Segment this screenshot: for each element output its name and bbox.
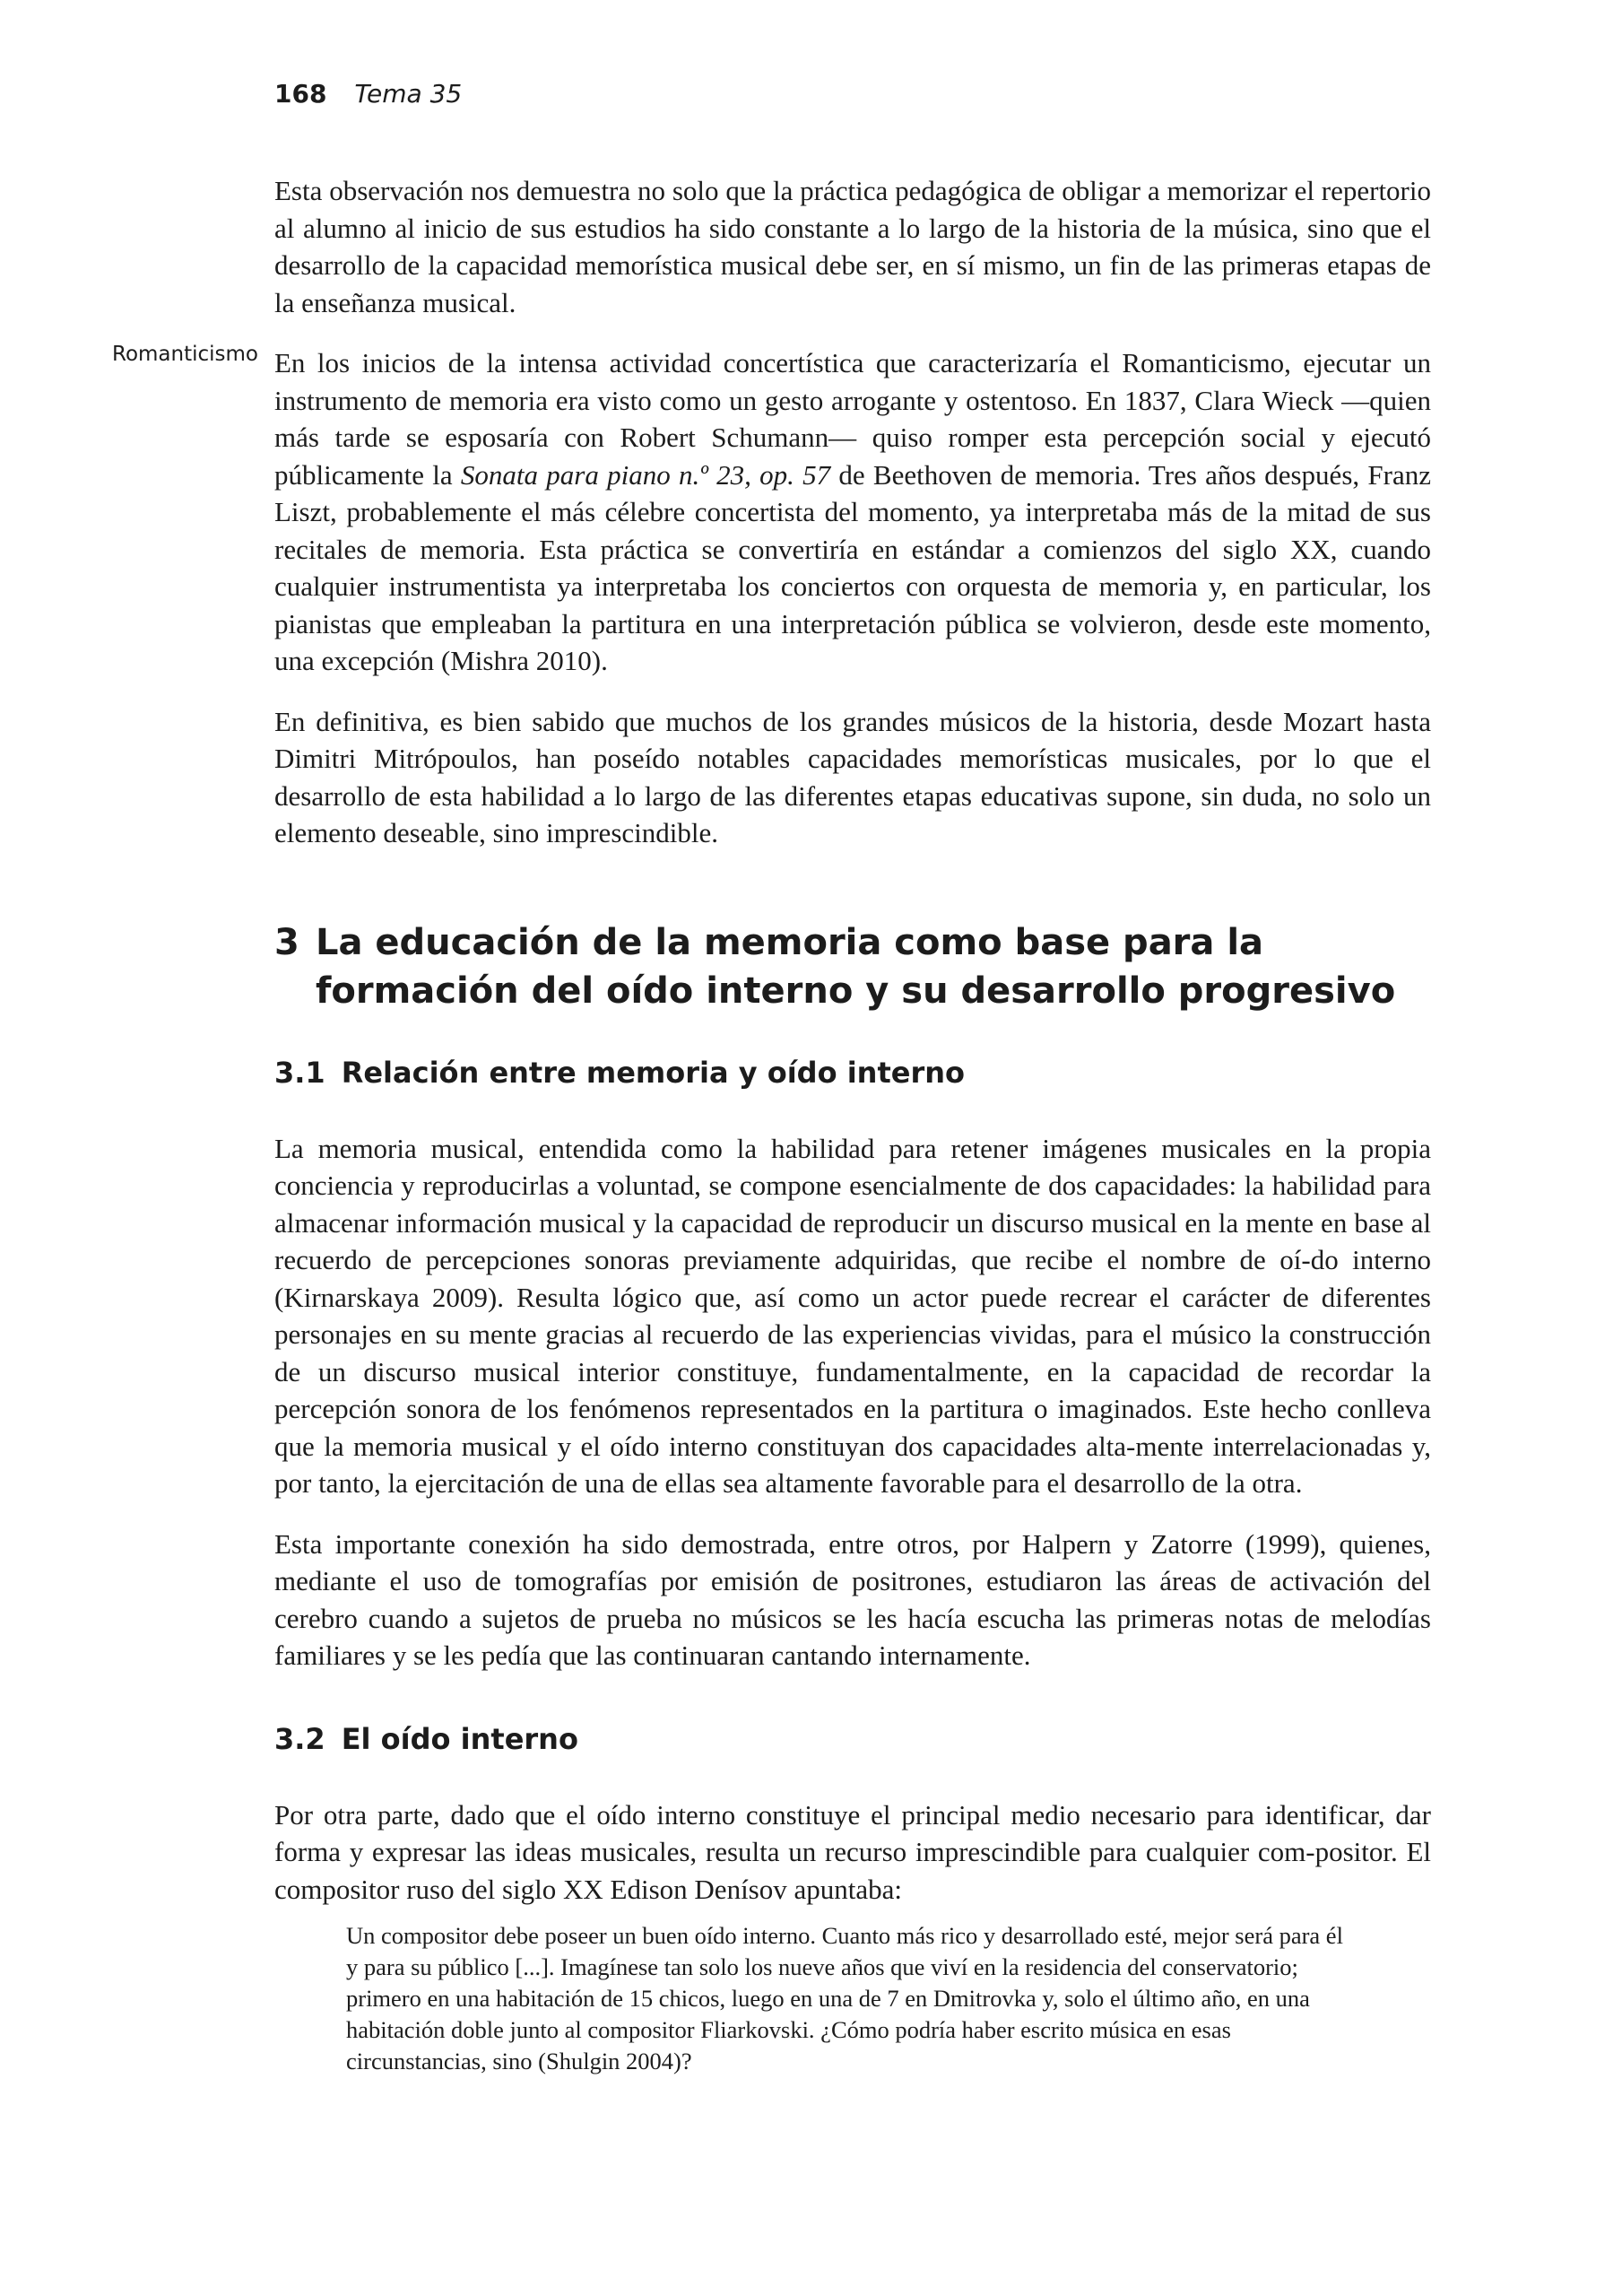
page-body: [274, 172, 1431, 2077]
section-heading-3: [274, 918, 1431, 1015]
section-title: La educación de la memoria como base para la formación del oído interno y su desarrollo progresivo: [316, 921, 1396, 1012]
paragraph-text: En los inicios de la intensa actividad concertística que caracterizaría el Romanticismo, ejecutar un instrumento de memoria era visto como un gesto arrogante y ostentoso. En 1837, Clara Wieck —quien más tarde se esposaría con Robert Schumann— quiso romper esta percepción social y ejecutó públicamente la: [274, 347, 1431, 491]
subsection-number: 3.1: [274, 1055, 325, 1090]
paragraph-text: de Beethoven de memoria. Tres años después, Franz Liszt, probablemente el más célebre concertista del momento, ya interpretaba más de la mitad de sus recitales de memoria. Esta práctica se convertiría en estándar a comienzos del siglo XX, cuando cualquier instrumentista ya interpretaba los conciertos con orquesta de memoria y, en particular, los pianistas que empleaban la partitura en una interpretación pública se volvieron, desde este momento, una excepción (Mishra 2010).: [274, 458, 1431, 676]
subsection-heading-3-2: [274, 1721, 1431, 1757]
page-number: 168: [274, 79, 327, 109]
subsection-title: El oído interno: [341, 1721, 578, 1756]
section-number: 3: [274, 921, 299, 963]
subsection-title: Relación entre memoria y oído interno: [341, 1055, 965, 1090]
paragraph: En definitiva, es bien sabido que muchos de los grandes músicos de la historia, desde Mozart hasta Dimitri Mitrópoulos, han poseído notables capacidades memorísticas musicales, por lo que el desarrollo de esta habilidad a lo largo de las diferentes etapas educativas supone, sin duda, no solo un elemento deseable, sino imprescindible.: [274, 705, 1431, 848]
running-header: [274, 79, 462, 109]
paragraph: La memoria musical, entendida como la habilidad para retener imágenes musicales en la propia conciencia y reproducirlas a voluntad, se compone esencialmente de dos capacidades: la habilidad para almacenar información musical y la capacidad de reproducir un discurso musical en la mente en base al recuerdo de percepciones sonoras previamente adquiridas, que recibe el nombre de oí-do interno (Kirnarskaya 2009). Resulta lógico que, así como un actor puede recrear el carácter de diferentes personajes en su mente gracias al recuerdo de las experiencias vividas, para el músico la construcción de un discurso musical interior constituye, fundamentalmente, en la capacidad de recordar la percepción sonora de los fenómenos representados en la partitura o imaginados. Este hecho conlleva que la memoria musical y el oído interno constituyan dos capacidades alta-mente interrelacionadas y, por tanto, la ejercitación de una de ellas sea altamente favorable para el desarrollo de la otra.: [274, 1132, 1431, 1499]
running-title: Tema 35: [354, 79, 463, 109]
margin-note-romanticismo: Romanticismo: [112, 343, 258, 366]
paragraph: Por otra parte, dado que el oído interno constituye el principal medio necesario para identificar, dar forma y expresar las ideas musicales, resulta un recurso imprescindible para cualquier com-positor. El compositor ruso del siglo XX Edison Denísov apuntaba:: [274, 1798, 1431, 1905]
subsection-heading-3-1: [274, 1055, 1431, 1091]
paragraph: Esta importante conexión ha sido demostrada, entre otros, por Halpern y Zatorre (1999), quienes, mediante el uso de tomografías por emisión de positrones, estudiaron las áreas de activación del cerebro cuando a sujetos de prueba no músicos se les hacía escucha las primeras notas de melodías familiares y se les pedía que las continuaran cantando internamente.: [274, 1527, 1431, 1671]
block-quote: Un compositor debe poseer un buen oído interno. Cuanto más rico y desarrollado esté, mejor será para él y para su público [...]. Imagínese tan solo los nueve años que viví en la residencia del conservatorio; primero en una habitación de 15 chicos, luego en una de 7 en Dmitrovka y, solo el último año, en una habitación doble junto al compositor Fliarkovski. ¿Cómo podría haber escrito música en esas circunstancias, sino (Shulgin 2004)?: [346, 1922, 1343, 2074]
work-title: Sonata para piano n.º 23, op. 57: [460, 458, 831, 491]
paragraph-romanticismo: [274, 344, 1431, 680]
paragraph: Esta observación nos demuestra no solo que la práctica pedagógica de obligar a memorizar el repertorio al alumno al inicio de sus estudios ha sido constante a lo largo de la historia de la música, sino que el desarrollo de la capacidad memorística musical debe ser, en sí mismo, un fin de las primeras etapas de la enseñanza musical.: [274, 175, 1431, 318]
subsection-number: 3.2: [274, 1721, 325, 1756]
